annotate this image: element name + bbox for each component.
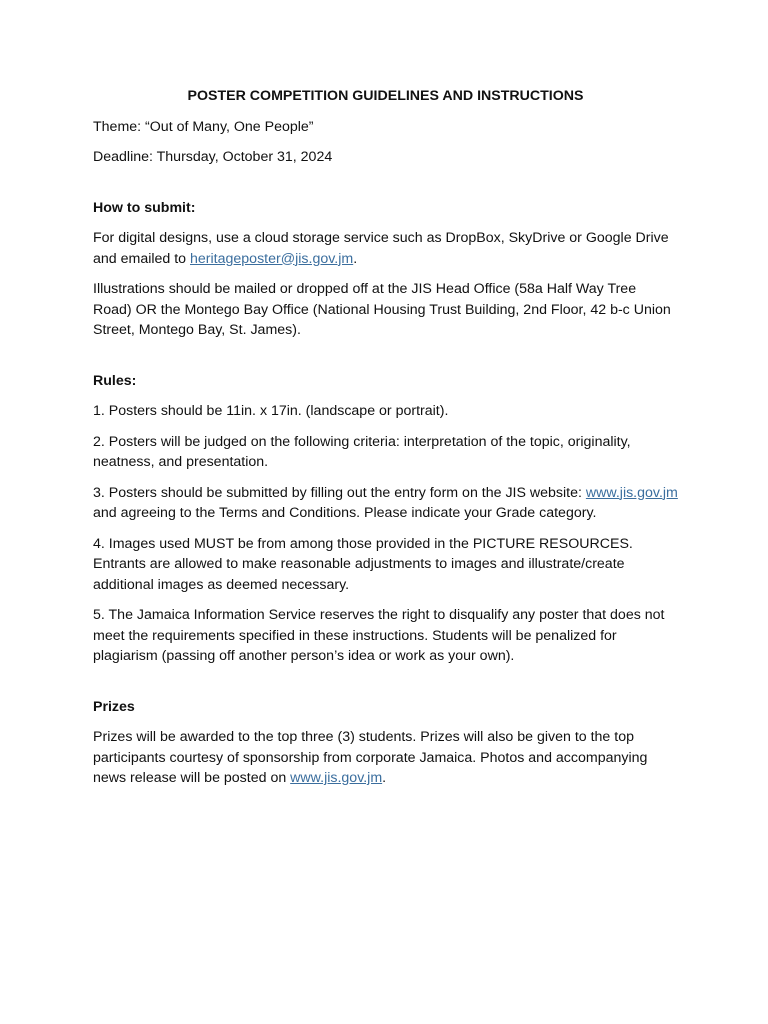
prizes-paragraph xyxy=(93,727,678,789)
rule-3 xyxy=(93,483,686,524)
digital-submission-paragraph xyxy=(93,228,678,269)
spacer xyxy=(93,677,678,697)
prizes-heading: Prizes xyxy=(93,698,135,715)
prizes-text: Prizes will be awarded to the top three (3) students. Prizes will also be given to the top participants courtesy of sponsorship from corporate Jamaica. Photos and accompanying news release will be posted on xyxy=(93,729,648,786)
spacer xyxy=(93,178,678,198)
how-to-submit-heading: How to submit: xyxy=(93,199,196,216)
document-body xyxy=(93,86,686,799)
document-title: POSTER COMPETITION GUIDELINES AND INSTRUCTIONS xyxy=(187,88,584,104)
submission-email-link[interactable]: heritageposter@jis.gov.jm xyxy=(190,250,354,267)
prizes-end: . xyxy=(382,770,387,786)
rule-5: 5. The Jamaica Information Service reserves the right to disqualify any poster that does not meet the requirements specified in these instructions. Students will be penalized for plagiarism (passing off another person’s idea or work as your own). xyxy=(93,607,665,664)
digital-submission-text: For digital designs, use a cloud storage service such as DropBox, SkyDrive or Google Drive and emailed to xyxy=(93,230,669,267)
theme-line: Theme: “Out of Many, One People” xyxy=(93,118,314,135)
rule-2: 2. Posters will be judged on the following criteria: interpretation of the topic, originality, neatness, and presentation. xyxy=(93,433,631,470)
jis-website-link[interactable]: www.jis.gov.jm xyxy=(585,484,678,501)
jis-website-link-prizes[interactable]: www.jis.gov.jm xyxy=(290,770,383,786)
digital-submission-end: . xyxy=(353,250,358,267)
spacer xyxy=(93,351,678,371)
rule-1: 1. Posters should be 11in. x 17in. (landscape or portrait). xyxy=(93,403,449,419)
rule-4: 4. Images used MUST be from among those provided in the PICTURE RESOURCES. Entrants are allowed to make reasonable adjustments to images and illustrate/create additional images as deemed necessary. xyxy=(93,535,633,593)
rules-heading: Rules: xyxy=(93,372,137,389)
rule-3-text: 3. Posters should be submitted by filling out the entry form on the JIS website: xyxy=(93,484,586,501)
illustrations-paragraph: Illustrations should be mailed or dropped off at the JIS Head Office (58a Half Way Tree Road) OR the Montego Bay Office (National Housing Trust Building, 2nd Floor, 42 b-c Union Street, Montego Bay, St. James). xyxy=(93,281,671,338)
deadline-line: Deadline: Thursday, October 31, 2024 xyxy=(93,149,333,165)
rule-3-text-end: and agreeing to the Terms and Conditions. Please indicate your Grade category. xyxy=(93,484,686,521)
